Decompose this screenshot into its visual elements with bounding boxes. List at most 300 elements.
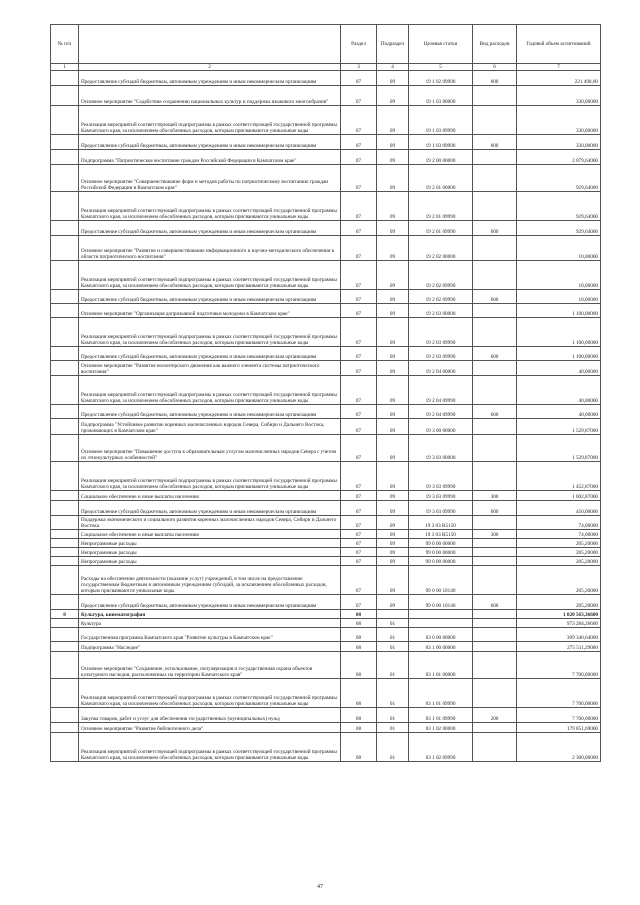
row-amount: 450,00000 bbox=[517, 501, 601, 516]
row-name: Подпрограмма "Наследие" bbox=[79, 642, 341, 652]
row-number bbox=[51, 318, 79, 347]
budget-table bbox=[50, 24, 601, 762]
table-row bbox=[51, 530, 601, 539]
row-number bbox=[51, 150, 79, 165]
row-razdel: 08 bbox=[341, 679, 377, 708]
row-csr: 19 2 04 09990 bbox=[409, 405, 473, 419]
colnum-2: 2 bbox=[79, 64, 341, 71]
row-podrazdel: 01 bbox=[377, 642, 409, 652]
row-name: Реализация мероприятий соответствующей подпрограммы в рамках соответствующей государственной программы Камчатского края, за исключением обособленных расходов, которым присваиваются уникальные коды bbox=[79, 192, 341, 221]
row-number bbox=[51, 595, 79, 610]
row-csr: 19 3 00 00000 bbox=[409, 419, 473, 435]
table-row bbox=[51, 566, 601, 595]
row-number bbox=[51, 261, 79, 290]
row-amount: 7 700,00000 bbox=[517, 652, 601, 679]
row-amount: 40,00000 bbox=[517, 361, 601, 376]
row-podrazdel: 09 bbox=[377, 419, 409, 435]
row-vr bbox=[473, 733, 517, 762]
row-amount: 2 079,64000 bbox=[517, 150, 601, 165]
row-podrazdel: 01 bbox=[377, 628, 409, 642]
table-row bbox=[51, 708, 601, 723]
row-number bbox=[51, 679, 79, 708]
row-csr: 03 0 00 00000 bbox=[409, 628, 473, 642]
row-razdel: 07 bbox=[341, 539, 377, 548]
row-number bbox=[51, 642, 79, 652]
row-podrazdel: 09 bbox=[377, 491, 409, 501]
row-amount: 1 100,00000 bbox=[517, 347, 601, 361]
row-name: Социальное обеспечение и иные выплаты населению bbox=[79, 491, 341, 501]
row-csr: 03 1 02 00000 bbox=[409, 723, 473, 733]
row-name: Предоставление субсидий бюджетным, автономным учреждениям и иным некоммерческим организациям bbox=[79, 501, 341, 516]
header-row bbox=[51, 25, 601, 64]
row-amount: 10,00000 bbox=[517, 236, 601, 261]
row-amount: 2 300,00000 bbox=[517, 733, 601, 762]
row-amount: 74,00000 bbox=[517, 516, 601, 530]
row-podrazdel: 01 bbox=[377, 733, 409, 762]
row-podrazdel: 09 bbox=[377, 376, 409, 405]
row-csr: 19 2 04 09990 bbox=[409, 376, 473, 405]
row-podrazdel: 09 bbox=[377, 462, 409, 491]
row-number bbox=[51, 86, 79, 106]
row-amount: 179 851,69000 bbox=[517, 723, 601, 733]
row-csr: 19 3 03 00000 bbox=[409, 435, 473, 462]
row-name: Подпрограмма "Устойчивое развитие коренных малочисленных народов Севера, Сибири и Дальнего Востока, проживающих в Камчатском крае" bbox=[79, 419, 341, 435]
colnum-4: 4 bbox=[377, 64, 409, 71]
colnum-3: 3 bbox=[341, 64, 377, 71]
table-row bbox=[51, 628, 601, 642]
row-vr bbox=[473, 86, 517, 106]
colnum-6: 6 bbox=[473, 64, 517, 71]
table-row bbox=[51, 165, 601, 192]
row-vr bbox=[473, 566, 517, 595]
row-podrazdel: 09 bbox=[377, 530, 409, 539]
row-razdel: 07 bbox=[341, 405, 377, 419]
row-vr bbox=[473, 628, 517, 642]
row-csr: 19 2 03 09990 bbox=[409, 318, 473, 347]
row-amount: 330,00000 bbox=[517, 106, 601, 135]
table-row bbox=[51, 236, 601, 261]
row-csr: 19 1 03 00000 bbox=[409, 86, 473, 106]
row-number bbox=[51, 501, 79, 516]
row-number bbox=[51, 652, 79, 679]
row-csr bbox=[409, 619, 473, 628]
row-csr: 19 2 04 00000 bbox=[409, 361, 473, 376]
row-amount: 330,00000 bbox=[517, 135, 601, 150]
row-podrazdel: 09 bbox=[377, 405, 409, 419]
row-vr: 600 bbox=[473, 221, 517, 236]
row-name: Основное мероприятие "Развитие волонтерского движения как важного элемента системы патриотического воспитания" bbox=[79, 361, 341, 376]
header-razdel: Раздел bbox=[341, 25, 377, 64]
row-amount: 309 340,64000 bbox=[517, 628, 601, 642]
row-podrazdel: 09 bbox=[377, 435, 409, 462]
row-podrazdel: 09 bbox=[377, 290, 409, 304]
row-csr: 19 2 02 00000 bbox=[409, 236, 473, 261]
table-row bbox=[51, 405, 601, 419]
row-vr bbox=[473, 557, 517, 566]
row-podrazdel: 09 bbox=[377, 557, 409, 566]
row-number bbox=[51, 462, 79, 491]
row-number bbox=[51, 165, 79, 192]
row-amount: 1 529,87000 bbox=[517, 435, 601, 462]
header-vr: Вид расходов bbox=[473, 25, 517, 64]
row-name: Основное мероприятие "Содействие сохранению национальных культур и поддержка языкового многообразия" bbox=[79, 86, 341, 106]
row-amount: 205,20000 bbox=[517, 595, 601, 610]
table-row bbox=[51, 501, 601, 516]
row-amount: 7 700,00000 bbox=[517, 679, 601, 708]
row-name: Предоставление субсидий бюджетным, автономным учреждениям и иным некоммерческим организациям bbox=[79, 135, 341, 150]
row-name: Реализация мероприятий соответствующей подпрограммы в рамках соответствующей государственной программы Камчатского края, за исключением обособленных расходов, которым присваиваются уникальные коды bbox=[79, 318, 341, 347]
row-amount: 1 002,87000 bbox=[517, 491, 601, 501]
row-podrazdel: 09 bbox=[377, 221, 409, 236]
row-razdel: 07 bbox=[341, 236, 377, 261]
row-name: Основное мероприятие "Повышение доступа к образовательным услугам малочисленных народов Севера с учетом их этнокультурных особенностей" bbox=[79, 435, 341, 462]
row-vr bbox=[473, 419, 517, 435]
row-number bbox=[51, 221, 79, 236]
budget-table-sheet bbox=[50, 24, 600, 762]
row-csr: 19 2 01 09990 bbox=[409, 192, 473, 221]
row-vr bbox=[473, 539, 517, 548]
row-razdel: 08 bbox=[341, 642, 377, 652]
row-number bbox=[51, 71, 79, 86]
row-razdel: 07 bbox=[341, 106, 377, 135]
table-row bbox=[51, 318, 601, 347]
row-razdel: 07 bbox=[341, 221, 377, 236]
row-razdel: 07 bbox=[341, 548, 377, 557]
row-vr: 600 bbox=[473, 71, 517, 86]
row-podrazdel: 09 bbox=[377, 150, 409, 165]
row-razdel: 07 bbox=[341, 192, 377, 221]
row-amount: 929,64000 bbox=[517, 192, 601, 221]
row-csr: 19 1 03 09990 bbox=[409, 135, 473, 150]
row-amount: 205,20000 bbox=[517, 548, 601, 557]
table-row bbox=[51, 304, 601, 318]
row-amount: 330,00000 bbox=[517, 86, 601, 106]
row-podrazdel: 01 bbox=[377, 708, 409, 723]
row-name: Реализация мероприятий соответствующей подпрограммы в рамках соответствующей государственной программы Камчатского края, за исключением обособленных расходов, которым присваиваются уникальные коды bbox=[79, 733, 341, 762]
page-number: 47 bbox=[317, 884, 323, 890]
row-number bbox=[51, 192, 79, 221]
colnum-1: 1 bbox=[51, 64, 79, 71]
row-razdel: 08 bbox=[341, 733, 377, 762]
row-csr: 19 2 02 09990 bbox=[409, 261, 473, 290]
row-podrazdel: 09 bbox=[377, 318, 409, 347]
row-number bbox=[51, 548, 79, 557]
row-name: Реализация мероприятий соответствующей подпрограммы в рамках соответствующей государственной программы Камчатского края, за исключением обособленных расходов, которым присваиваются уникальные коды bbox=[79, 261, 341, 290]
row-number bbox=[51, 619, 79, 628]
table-row bbox=[51, 86, 601, 106]
row-vr: 600 bbox=[473, 595, 517, 610]
table-row bbox=[51, 548, 601, 557]
row-csr: 19 3 03 R5150 bbox=[409, 530, 473, 539]
row-amount: 1 100,00000 bbox=[517, 304, 601, 318]
row-vr bbox=[473, 619, 517, 628]
table-row bbox=[51, 516, 601, 530]
row-number bbox=[51, 135, 79, 150]
header-podrazdel: Подраздел bbox=[377, 25, 409, 64]
row-razdel: 07 bbox=[341, 361, 377, 376]
row-vr bbox=[473, 610, 517, 619]
row-podrazdel: 09 bbox=[377, 71, 409, 86]
row-name: Реализация мероприятий соответствующей подпрограммы в рамках соответствующей государственной программы Камчатского края, за исключением обособленных расходов, которым присваиваются уникальные коды bbox=[79, 106, 341, 135]
row-number bbox=[51, 723, 79, 733]
row-vr bbox=[473, 304, 517, 318]
row-vr: 600 bbox=[473, 501, 517, 516]
row-name: Непрограммные расходы bbox=[79, 548, 341, 557]
row-podrazdel: 01 bbox=[377, 723, 409, 733]
row-podrazdel: 01 bbox=[377, 619, 409, 628]
row-number bbox=[51, 419, 79, 435]
header-csr: Целевая статья bbox=[409, 25, 473, 64]
row-amount: 973 284,26600 bbox=[517, 619, 601, 628]
table-row bbox=[51, 679, 601, 708]
table-row bbox=[51, 221, 601, 236]
row-razdel: 07 bbox=[341, 491, 377, 501]
row-amount: 205,20000 bbox=[517, 557, 601, 566]
row-amount: 1 100,00000 bbox=[517, 318, 601, 347]
row-vr bbox=[473, 236, 517, 261]
row-razdel: 07 bbox=[341, 376, 377, 405]
row-podrazdel: 01 bbox=[377, 679, 409, 708]
row-podrazdel: 09 bbox=[377, 361, 409, 376]
row-razdel: 07 bbox=[341, 261, 377, 290]
row-vr bbox=[473, 192, 517, 221]
row-vr bbox=[473, 548, 517, 557]
row-name: Непрограммные расходы bbox=[79, 539, 341, 548]
row-number bbox=[51, 530, 79, 539]
row-number bbox=[51, 628, 79, 642]
row-number bbox=[51, 304, 79, 318]
row-number bbox=[51, 733, 79, 762]
row-csr bbox=[409, 610, 473, 619]
row-razdel: 07 bbox=[341, 435, 377, 462]
row-csr: 19 1 03 09990 bbox=[409, 106, 473, 135]
row-razdel: 07 bbox=[341, 165, 377, 192]
row-vr bbox=[473, 652, 517, 679]
row-name: Предоставление субсидий бюджетным, автономным учреждениям и иным некоммерческим организациям bbox=[79, 405, 341, 419]
row-razdel: 07 bbox=[341, 516, 377, 530]
table-row bbox=[51, 150, 601, 165]
row-number bbox=[51, 539, 79, 548]
table-row bbox=[51, 135, 601, 150]
table-row bbox=[51, 192, 601, 221]
colnum-5: 5 bbox=[409, 64, 473, 71]
row-razdel: 07 bbox=[341, 71, 377, 86]
row-name: Государственная программа Камчатского края "Развитие культуры в Камчатском крае" bbox=[79, 628, 341, 642]
table-row bbox=[51, 419, 601, 435]
row-podrazdel: 09 bbox=[377, 304, 409, 318]
row-vr: 300 bbox=[473, 491, 517, 501]
row-razdel: 07 bbox=[341, 86, 377, 106]
row-name: Основное мероприятие "Совершенствование форм и методов работы по патриотическому воспитанию граждан Российской Федерации в Камчатском крае" bbox=[79, 165, 341, 192]
row-amount: 275 511,29000 bbox=[517, 642, 601, 652]
row-name: Поддержка экономического и социального развития коренных малочисленных народов Севера, Сибири и Дальнего Востока bbox=[79, 516, 341, 530]
row-number bbox=[51, 361, 79, 376]
row-name: Расходы на обеспечение деятельности (оказание услуг) учреждений, в том числе на предоставление государственным бюджетным и автономным учреждениям субсидий, за исключением обособленных расходов, которым присваиваются уникальные коды bbox=[79, 566, 341, 595]
table-row bbox=[51, 290, 601, 304]
row-csr: 99 0 00 00000 bbox=[409, 548, 473, 557]
row-amount: 40,00000 bbox=[517, 405, 601, 419]
row-amount: 221 490,00 bbox=[517, 71, 601, 86]
header-num: № п/п bbox=[51, 25, 79, 64]
row-razdel: 07 bbox=[341, 290, 377, 304]
row-name: Реализация мероприятий соответствующей подпрограммы в рамках соответствующей государственной программы Камчатского края, за исключением обособленных расходов, которым присваиваются уникальные коды bbox=[79, 462, 341, 491]
row-razdel: 08 bbox=[341, 619, 377, 628]
row-csr: 19 2 00 00000 bbox=[409, 150, 473, 165]
row-name: Реализация мероприятий соответствующей подпрограммы в рамках соответствующей государственной программы Камчатского края, за исключением обособленных расходов, которым присваиваются уникальные коды bbox=[79, 679, 341, 708]
table-row bbox=[51, 619, 601, 628]
row-amount: 205,20000 bbox=[517, 566, 601, 595]
row-csr: 19 3 03 R5150 bbox=[409, 516, 473, 530]
table-row bbox=[51, 642, 601, 652]
row-csr: 19 1 02 09990 bbox=[409, 71, 473, 86]
row-razdel: 08 bbox=[341, 723, 377, 733]
row-vr bbox=[473, 361, 517, 376]
row-csr: 99 0 00 00000 bbox=[409, 557, 473, 566]
row-number bbox=[51, 236, 79, 261]
row-amount: 1 529,87000 bbox=[517, 419, 601, 435]
row-amount: 929,64000 bbox=[517, 165, 601, 192]
row-podrazdel: 09 bbox=[377, 165, 409, 192]
table-row bbox=[51, 491, 601, 501]
row-csr: 19 2 03 00000 bbox=[409, 304, 473, 318]
row-razdel: 07 bbox=[341, 318, 377, 347]
row-csr: 19 3 03 09990 bbox=[409, 501, 473, 516]
row-podrazdel: 09 bbox=[377, 548, 409, 557]
header-name bbox=[79, 25, 341, 64]
row-vr: 300 bbox=[473, 530, 517, 539]
table-row bbox=[51, 539, 601, 548]
row-csr: 19 2 03 09990 bbox=[409, 347, 473, 361]
row-csr: 03 1 01 00000 bbox=[409, 652, 473, 679]
row-vr: 600 bbox=[473, 405, 517, 419]
row-amount: 40,00000 bbox=[517, 376, 601, 405]
table-row bbox=[51, 610, 601, 619]
row-csr: 19 2 01 00000 bbox=[409, 165, 473, 192]
row-amount: 74,00000 bbox=[517, 530, 601, 539]
row-razdel: 08 bbox=[341, 708, 377, 723]
table-body bbox=[51, 71, 601, 762]
row-name: Предоставление субсидий бюджетным, автономным учреждениям и иным некоммерческим организациям bbox=[79, 290, 341, 304]
row-vr bbox=[473, 516, 517, 530]
row-vr bbox=[473, 261, 517, 290]
row-csr: 03 1 01 09990 bbox=[409, 708, 473, 723]
row-number bbox=[51, 557, 79, 566]
table-row bbox=[51, 347, 601, 361]
row-podrazdel: 09 bbox=[377, 566, 409, 595]
row-number: 8 bbox=[51, 610, 79, 619]
row-amount: 1 452,87000 bbox=[517, 462, 601, 491]
row-podrazdel: 09 bbox=[377, 236, 409, 261]
table-row bbox=[51, 261, 601, 290]
table-row bbox=[51, 462, 601, 491]
table-row bbox=[51, 723, 601, 733]
row-razdel: 07 bbox=[341, 501, 377, 516]
row-razdel: 07 bbox=[341, 347, 377, 361]
row-razdel: 08 bbox=[341, 628, 377, 642]
row-csr: 03 1 01 09990 bbox=[409, 679, 473, 708]
row-vr bbox=[473, 318, 517, 347]
row-name: Подпрограмма "Патриотическое воспитание граждан Российской Федерации в Камчатском крае" bbox=[79, 150, 341, 165]
row-razdel: 07 bbox=[341, 304, 377, 318]
row-number bbox=[51, 106, 79, 135]
row-podrazdel: 09 bbox=[377, 595, 409, 610]
row-csr: 99 0 00 10140 bbox=[409, 566, 473, 595]
row-vr bbox=[473, 642, 517, 652]
table-row bbox=[51, 435, 601, 462]
row-razdel: 07 bbox=[341, 462, 377, 491]
row-podrazdel: 09 bbox=[377, 86, 409, 106]
row-name: Культура, кинематография bbox=[79, 610, 341, 619]
row-vr bbox=[473, 723, 517, 733]
row-vr bbox=[473, 462, 517, 491]
table-row bbox=[51, 376, 601, 405]
row-number bbox=[51, 405, 79, 419]
row-csr: 19 3 03 09990 bbox=[409, 491, 473, 501]
row-amount: 929,64000 bbox=[517, 221, 601, 236]
row-podrazdel: 09 bbox=[377, 539, 409, 548]
row-podrazdel: 09 bbox=[377, 192, 409, 221]
row-razdel: 08 bbox=[341, 652, 377, 679]
row-vr bbox=[473, 679, 517, 708]
table-row bbox=[51, 733, 601, 762]
row-number bbox=[51, 347, 79, 361]
row-amount: 1 020 563,36600 bbox=[517, 610, 601, 619]
row-name: Основное мероприятие "Развитие библиотечного дела" bbox=[79, 723, 341, 733]
row-name: Предоставление субсидий бюджетным, автономным учреждениям и иным некоммерческим организациям bbox=[79, 71, 341, 86]
row-razdel: 07 bbox=[341, 530, 377, 539]
row-podrazdel: 09 bbox=[377, 516, 409, 530]
row-name: Социальное обеспечение и иные выплаты населению bbox=[79, 530, 341, 539]
row-razdel: 07 bbox=[341, 557, 377, 566]
row-csr: 19 2 01 09990 bbox=[409, 221, 473, 236]
row-number bbox=[51, 435, 79, 462]
row-razdel: 07 bbox=[341, 419, 377, 435]
row-name: Основное мероприятие "Организация допризывной подготовки молодежи в Камчатском крае" bbox=[79, 304, 341, 318]
row-vr: 600 bbox=[473, 135, 517, 150]
row-number bbox=[51, 708, 79, 723]
row-podrazdel: 09 bbox=[377, 135, 409, 150]
row-podrazdel: 09 bbox=[377, 501, 409, 516]
row-name: Основное мероприятие "Сохранение, использование, популяризация и государственная охрана объектов культурного наследия, расположенных на территории Камчатского края" bbox=[79, 652, 341, 679]
table-row bbox=[51, 557, 601, 566]
row-vr bbox=[473, 435, 517, 462]
row-name: Закупка товаров, работ и услуг для обеспечения государственных (муниципальных) нужд bbox=[79, 708, 341, 723]
row-csr: 99 0 00 00000 bbox=[409, 539, 473, 548]
row-csr: 99 0 00 10140 bbox=[409, 595, 473, 610]
row-razdel: 07 bbox=[341, 135, 377, 150]
row-name: Культура bbox=[79, 619, 341, 628]
row-number bbox=[51, 516, 79, 530]
row-vr bbox=[473, 106, 517, 135]
row-amount: 205,20000 bbox=[517, 539, 601, 548]
colnum-7: 7 bbox=[517, 64, 601, 71]
header-amount: Годовой объем ассигнований bbox=[517, 25, 601, 64]
row-amount: 7 700,00000 bbox=[517, 708, 601, 723]
row-podrazdel: 09 bbox=[377, 347, 409, 361]
row-razdel: 08 bbox=[341, 610, 377, 619]
row-podrazdel: 01 bbox=[377, 652, 409, 679]
row-number bbox=[51, 566, 79, 595]
row-razdel: 07 bbox=[341, 150, 377, 165]
row-vr bbox=[473, 376, 517, 405]
row-vr bbox=[473, 150, 517, 165]
row-csr: 03 1 00 00000 bbox=[409, 642, 473, 652]
row-csr: 19 2 02 09990 bbox=[409, 290, 473, 304]
row-podrazdel bbox=[377, 610, 409, 619]
table-row bbox=[51, 106, 601, 135]
row-podrazdel: 09 bbox=[377, 261, 409, 290]
row-name: Предоставление субсидий бюджетным, автономным учреждениям и иным некоммерческим организациям bbox=[79, 347, 341, 361]
